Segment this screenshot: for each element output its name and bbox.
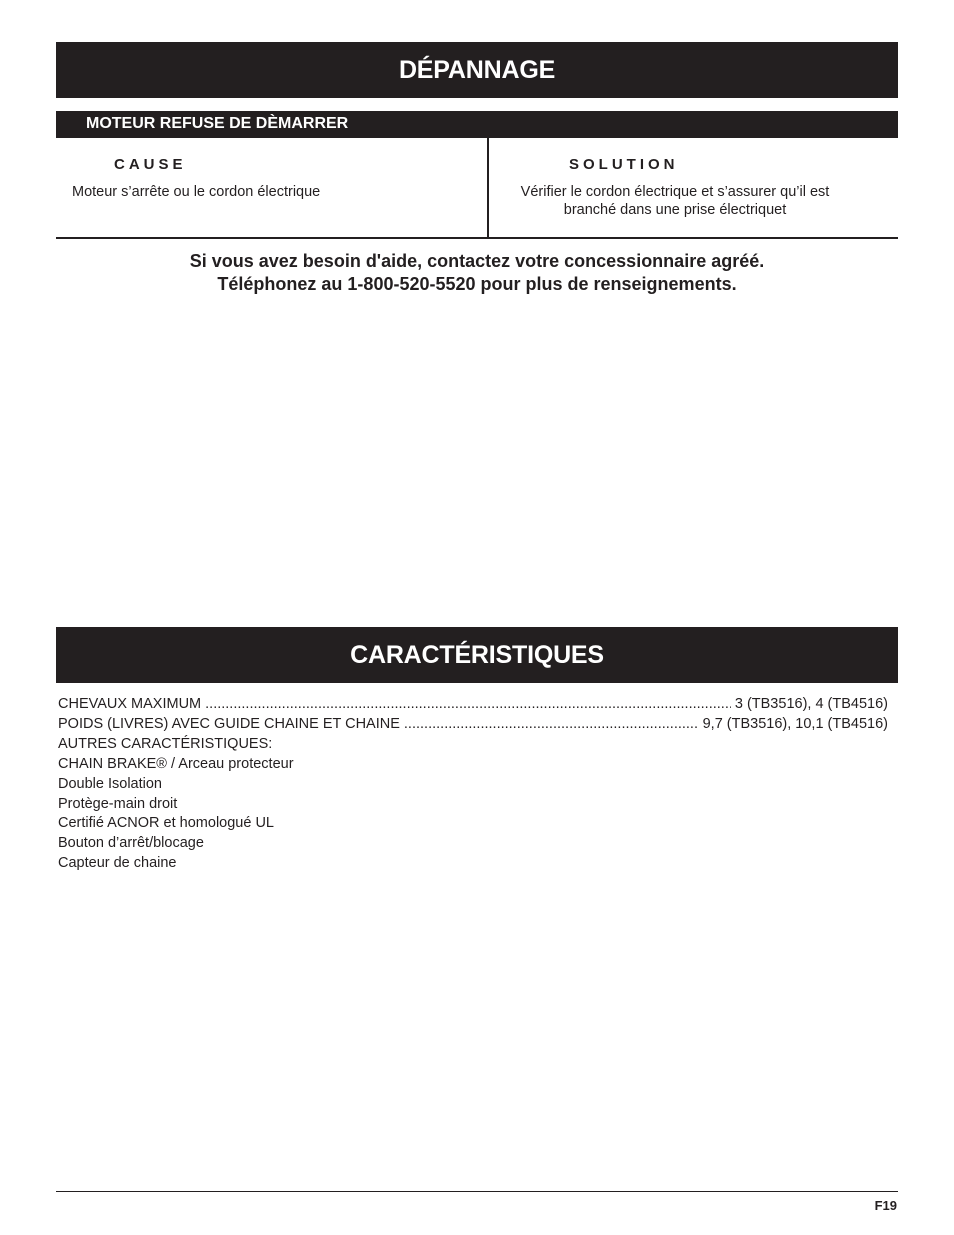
footer-rule bbox=[56, 1191, 898, 1192]
cause-text: Moteur s’arrête ou le cordon électrique bbox=[72, 184, 321, 200]
leader-dots bbox=[404, 714, 699, 734]
spec-row-weight bbox=[58, 714, 888, 734]
spec-value: 9,7 (TB3516), 10,1 (TB4516) bbox=[702, 716, 888, 732]
spec-label: CHEVAUX MAXIMUM bbox=[58, 696, 202, 712]
leader-dots bbox=[205, 694, 731, 714]
spec-label: POIDS (LIVRES) AVEC GUIDE CHAINE ET CHAINE bbox=[58, 716, 400, 732]
column-divider bbox=[487, 138, 489, 239]
specifications-banner bbox=[56, 627, 898, 683]
help-line-1: Si vous avez besoin d'aide, contactez votre concessionnaire agréé. bbox=[189, 251, 765, 271]
page-number: F19 bbox=[874, 1198, 897, 1213]
spec-value: 3 (TB3516), 4 (TB4516) bbox=[734, 696, 888, 712]
feature-item: Protège-main droit bbox=[58, 796, 178, 812]
troubleshooting-banner bbox=[56, 42, 898, 98]
cause-header: CAUSE bbox=[114, 156, 187, 173]
troubleshooting-title: DÉPANNAGE bbox=[398, 55, 556, 84]
problem-label: MOTEUR REFUSE DE DÈMARRER bbox=[86, 115, 349, 132]
solution-text: Vérifier le cordon électrique et s’assurer qu’il est branché dans une prise électriquet bbox=[520, 184, 830, 218]
spec-row-horsepower bbox=[58, 694, 888, 714]
other-features-header: AUTRES CARACTÉRISTIQUES: bbox=[58, 736, 273, 752]
table-bottom-rule bbox=[56, 237, 898, 239]
feature-item: Certifié ACNOR et homologué UL bbox=[58, 815, 274, 831]
help-line-2: Téléphonez au 1-800-520-5520 pour plus de renseignements. bbox=[217, 274, 737, 294]
problem-bar bbox=[56, 111, 898, 138]
feature-item: Capteur de chaine bbox=[58, 855, 177, 871]
feature-item: CHAIN BRAKE® / Arceau protecteur bbox=[58, 756, 294, 772]
feature-item: Bouton d’arrêt/blocage bbox=[58, 835, 204, 851]
solution-header: SOLUTION bbox=[569, 156, 679, 173]
feature-item: Double Isolation bbox=[58, 776, 162, 792]
specifications-title: CARACTÉRISTIQUES bbox=[350, 640, 604, 669]
